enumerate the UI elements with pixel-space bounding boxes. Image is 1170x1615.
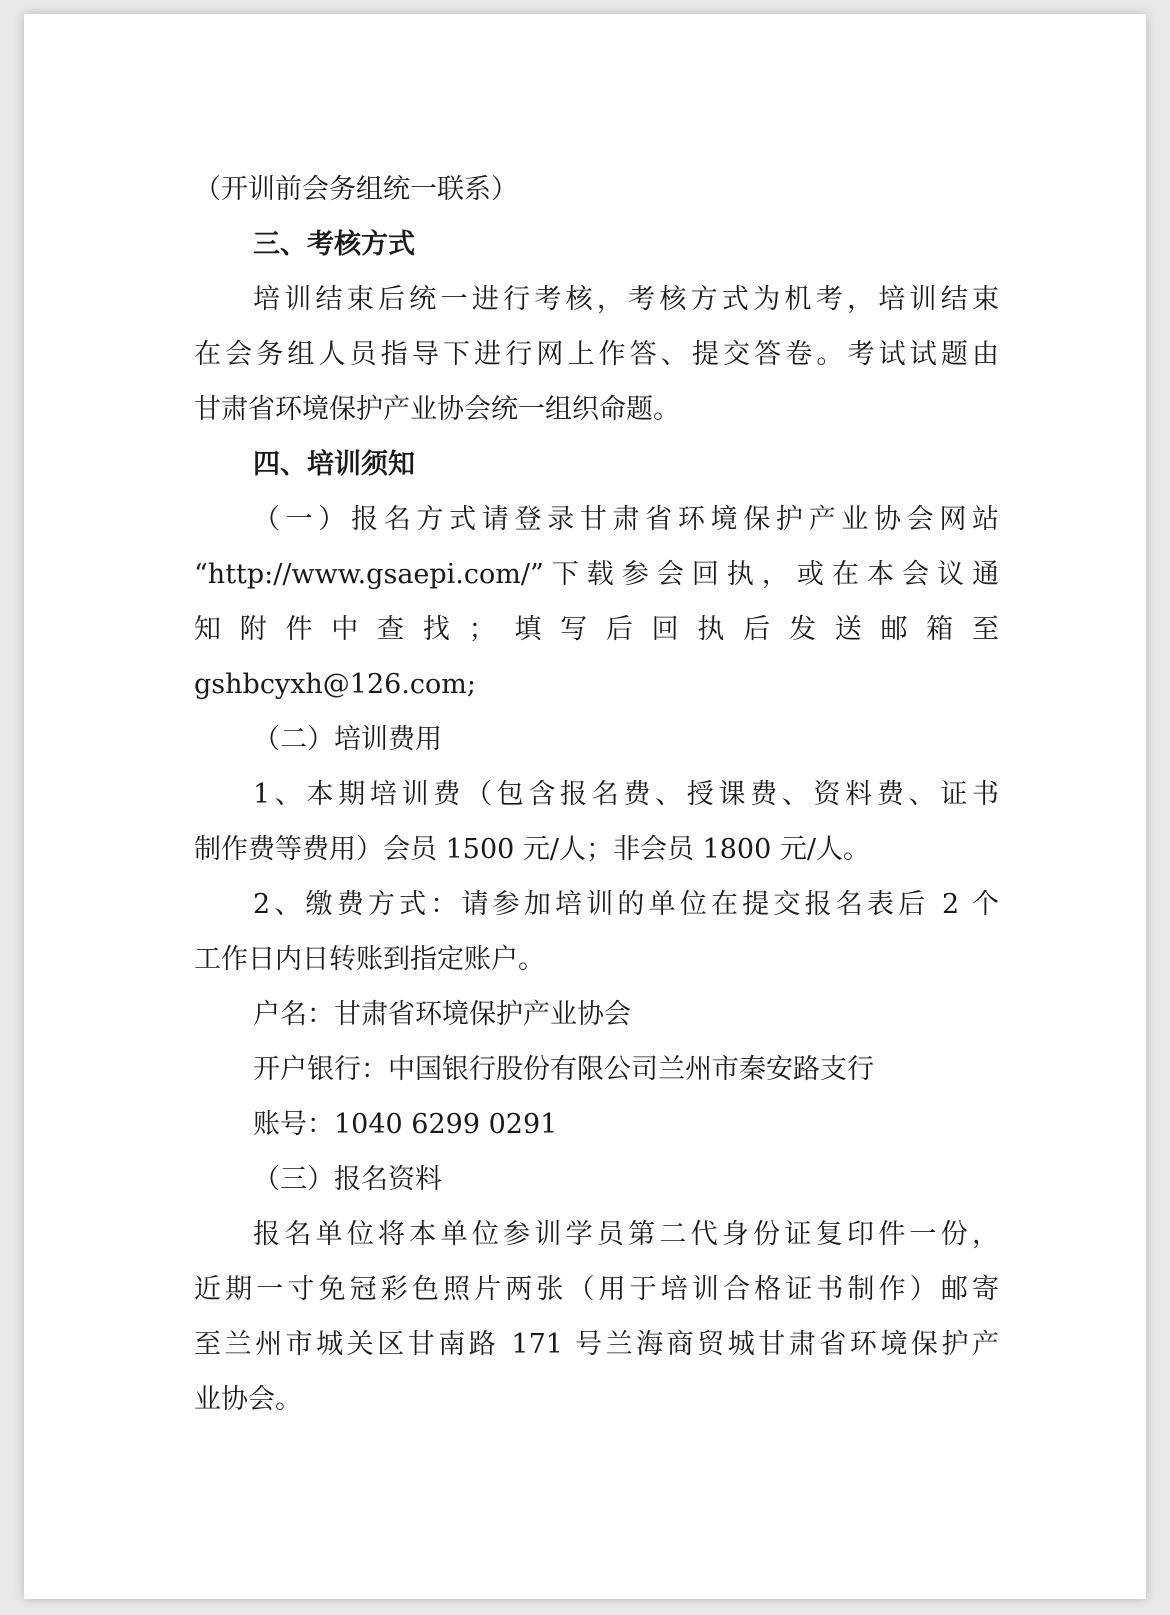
subsection-heading-fees: （二）培训费用	[253, 724, 442, 755]
text-line: 甘肃省环境保护产业协会统一组织命题。	[194, 394, 680, 425]
text-line: （一）报名方式请登录甘肃省环境保护产业协会网站	[253, 504, 999, 535]
text-line: 培训结束后统一进行考核，考核方式为机考，培训结束	[253, 284, 999, 315]
text-line: 工作日内日转账到指定账户。	[194, 944, 545, 975]
account-number: 账号：1040 6299 0291	[253, 1109, 558, 1140]
subsection-heading-materials: （三）报名资料	[253, 1164, 442, 1195]
section-heading-notice: 四、培训须知	[253, 449, 415, 480]
text-line: 近期一寸免冠彩色照片两张（用于培训合格证书制作）邮寄	[194, 1274, 999, 1305]
section-heading-assessment: 三、考核方式	[253, 229, 415, 260]
account-name: 户名：甘肃省环境保护产业协会	[253, 999, 631, 1030]
text-line: 业协会。	[194, 1384, 302, 1415]
text-line: 制作费等费用）会员 1500 元/人；非会员 1800 元/人。	[194, 834, 870, 865]
text-line: 报名单位将本单位参训学员第二代身份证复印件一份，	[253, 1219, 999, 1250]
text-line: （开训前会务组统一联系）	[194, 174, 518, 205]
text-line: 1、本期培训费（包含报名费、授课费、资料费、证书	[253, 779, 999, 810]
text-line: “http://www.gsaepi.com/”下载参会回执，或在本会议通	[194, 559, 999, 590]
text-line: 2、缴费方式：请参加培训的单位在提交报名表后 2 个	[253, 889, 999, 920]
bank-name: 开户银行：中国银行股份有限公司兰州市秦安路支行	[253, 1054, 874, 1085]
document-page	[24, 14, 1146, 1599]
text-line: 知附件中查找；填写后回执后发送邮箱至	[194, 614, 999, 645]
email-address: gshbcyxh@126.com;	[194, 669, 476, 700]
text-line: 至兰州市城关区甘南路 171 号兰海商贸城甘肃省环境保护产	[194, 1329, 999, 1360]
text-line: 在会务组人员指导下进行网上作答、提交答卷。考试试题由	[194, 339, 999, 370]
